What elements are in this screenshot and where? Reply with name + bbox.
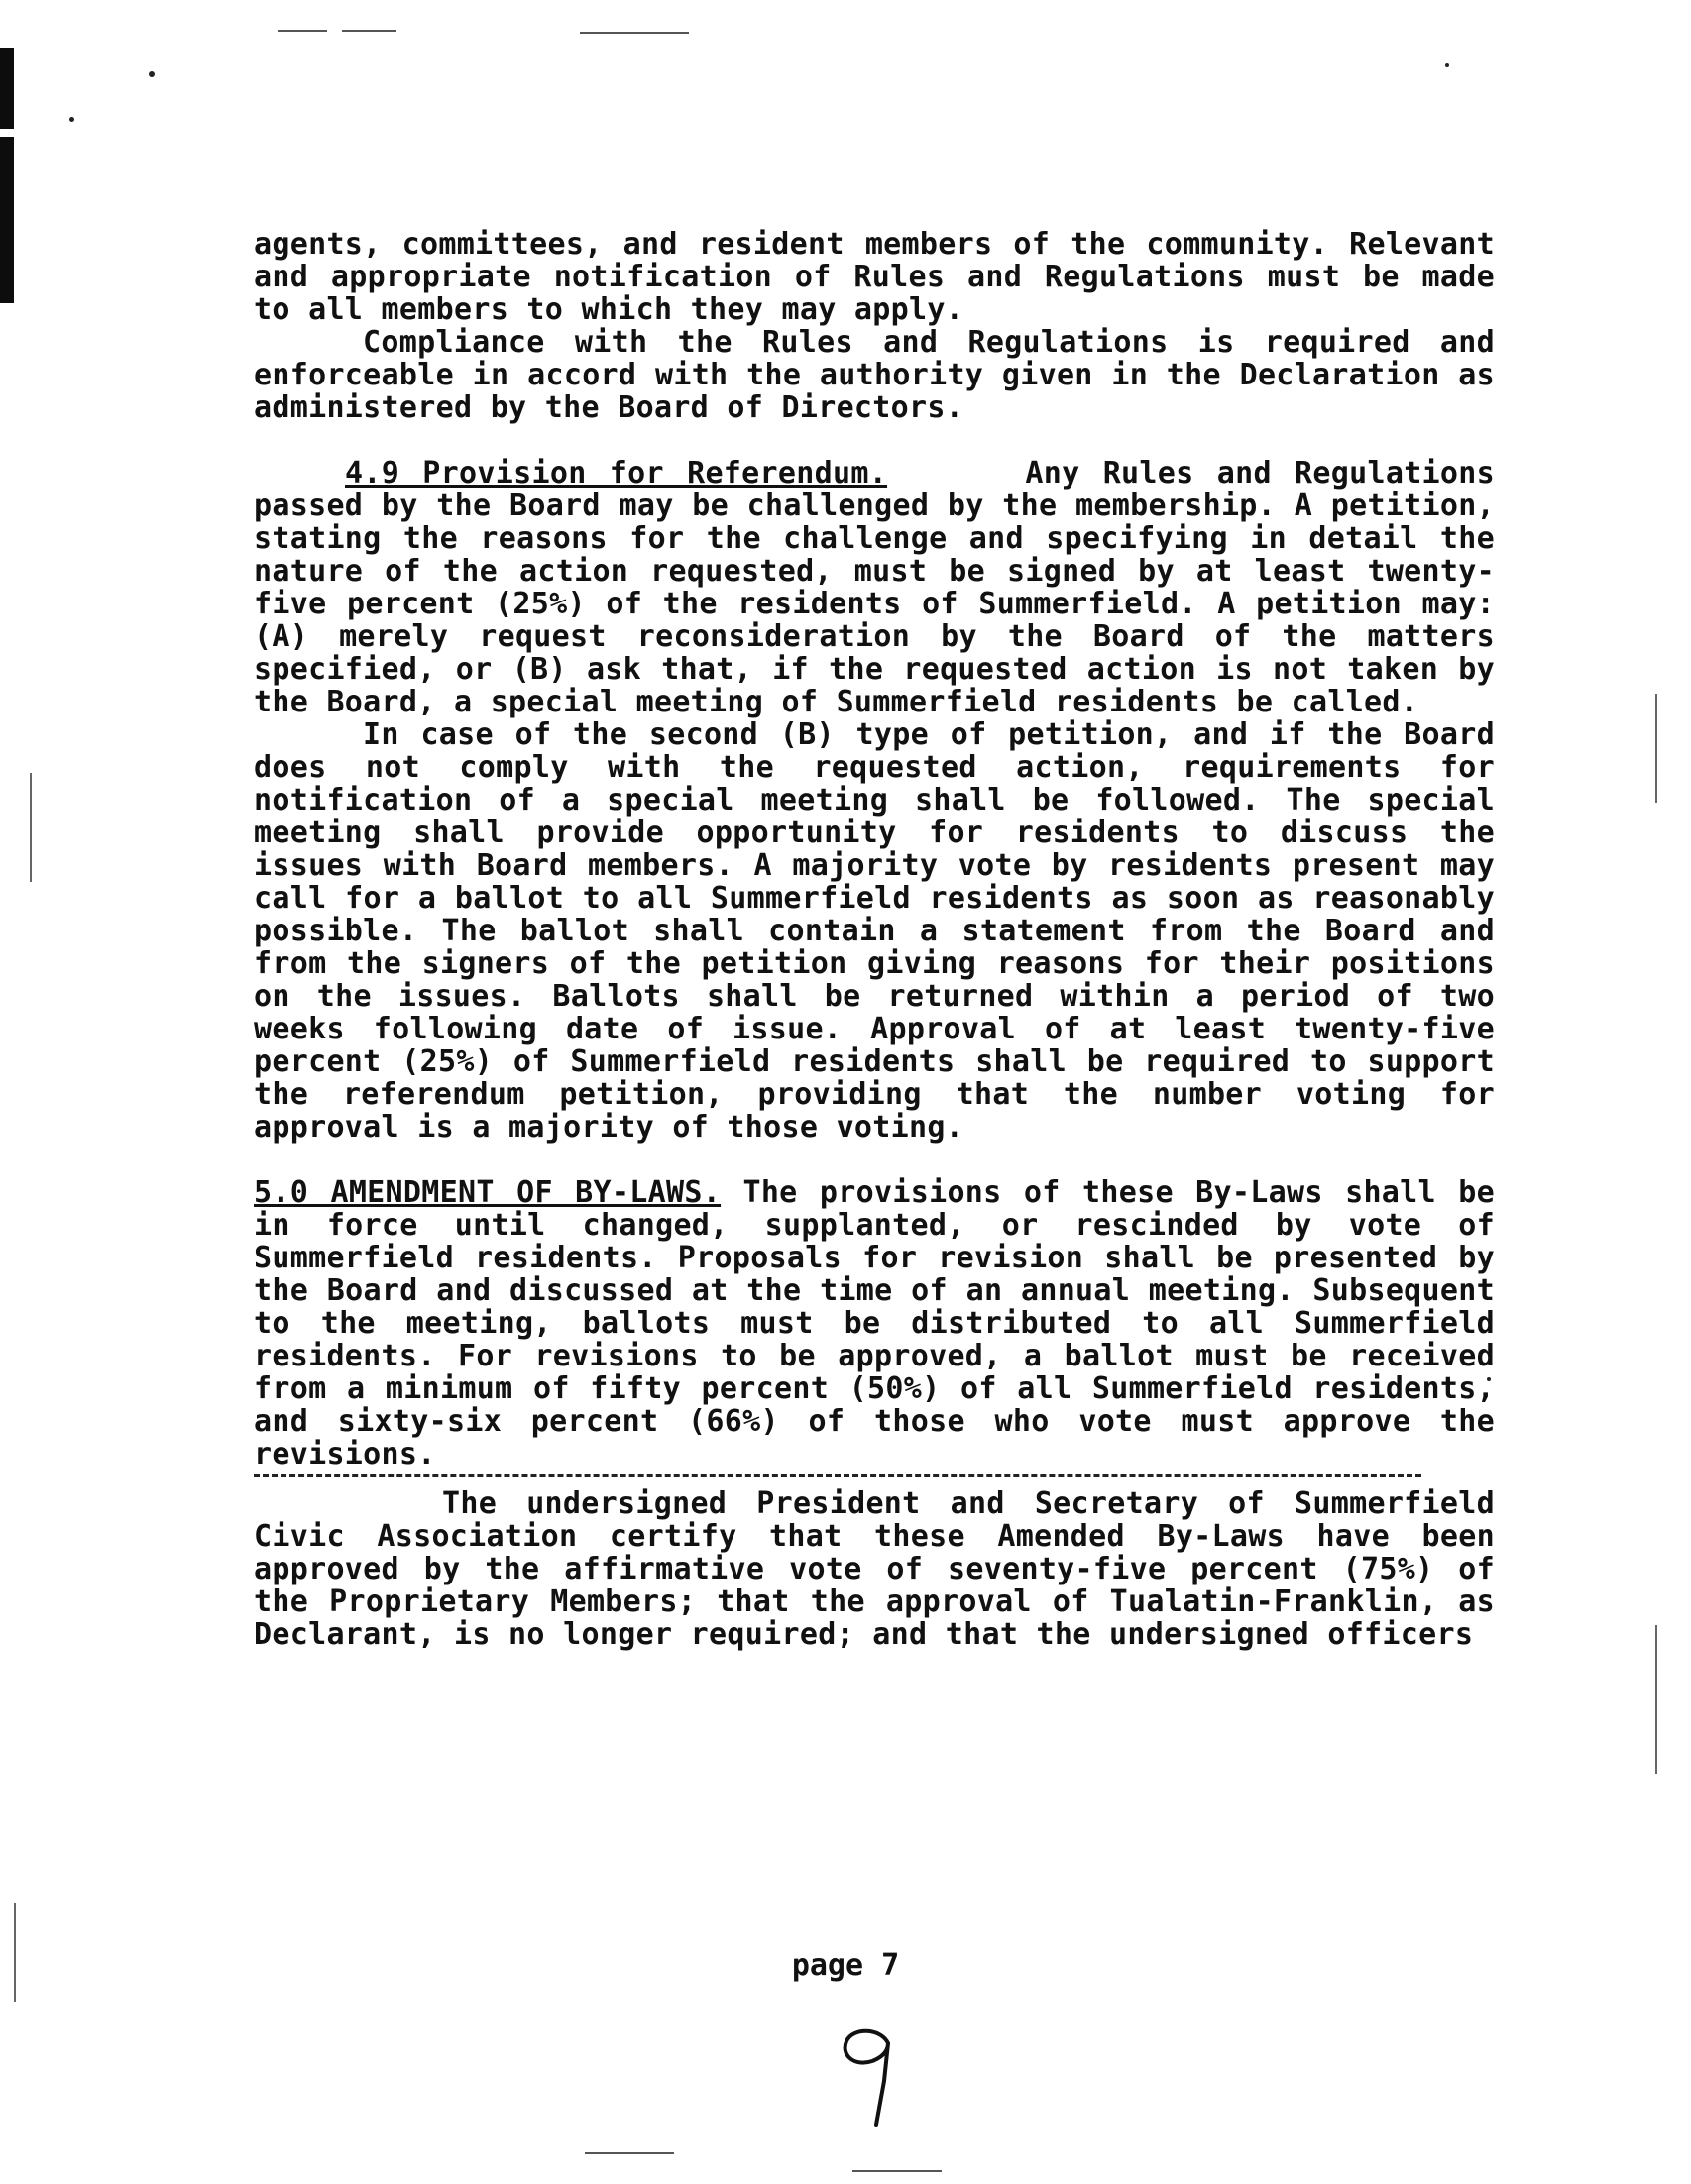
scan-mark: [1655, 694, 1657, 803]
section-5-0-amendment: [254, 1176, 1495, 1471]
paragraph-rules-notification: [254, 228, 1495, 326]
section-heading: 5.0 AMENDMENT OF BY-LAWS.: [254, 1175, 722, 1210]
paragraph-text: The provisions of these By-Laws shall be in force until changed, supplanted, or rescinded by vote of Summerfield residents. Proposals for revision shall be presented by the Board and discussed at the time of an annual meeting. Subsequent to the meeting, ballots must be distributed to all Summerfield residents. For revisions to be approved, a ballot must be received from a minimum of fifty percent (50%) of all Summerfield residents, and sixty-six percent (66%) of those who vote must approve the revisions.: [254, 1175, 1495, 1472]
paragraph-text: Compliance with the Rules and Regulations is required and enforceable in accord with the authority given in the Declaration as administered by the Board of Directors.: [254, 325, 1495, 425]
paragraph-text: The undersigned President and Secretary of Summerfield Civic Association certify that these Amended By-Laws have been approved by the affirmative vote of seventy-five percent (75%) of the Proprietary Members; that the approval of Tualatin-Franklin, as Declarant, is no longer required; and that the undersigned officers: [254, 1486, 1495, 1652]
paragraph-compliance: [254, 326, 1495, 424]
scan-mark: [342, 30, 396, 32]
paragraph-certification: [254, 1487, 1495, 1651]
page-number: page 7: [791, 1948, 900, 1983]
scan-mark: [1655, 1625, 1657, 1774]
scan-speck: [149, 71, 155, 77]
scan-mark: [30, 773, 32, 882]
scan-speck: [69, 117, 74, 122]
dashed-divider: [254, 1474, 1421, 1477]
scan-mark: [278, 30, 327, 32]
section-4-9-referendum: [254, 457, 1495, 718]
body-text: [254, 228, 1495, 1651]
section-heading: 4.9 Provision for Referendum.: [345, 456, 888, 491]
scan-mark: [852, 2170, 942, 2172]
handwritten-page-number: [831, 2021, 910, 2130]
scan-edge-bar: [0, 48, 14, 303]
paragraph-text: agents, committees, and resident members of the community. Relevant and appropriate notification of Rules and Regulations must be made to all members to which they may apply.: [254, 227, 1495, 327]
scan-mark: [585, 2152, 674, 2154]
scan-mark: [580, 32, 689, 34]
paragraph-text: In case of the second (B) type of petition, and if the Board does not comply with the requested action, requirements for notification of a special meeting shall be followed. The special meeting shall provide opportunity for residents to discuss the issues with Board members. A majority vote by residents present may call for a ballot to all Summerfield residents as soon as reasonably possible. The ballot shall contain a statement from the Board and from the signers of the petition giving reasons for their positions on the issues. Ballots shall be returned within a period of two weeks following date of issue. Approval of at least twenty-five percent (25%) of Summerfield residents shall be required to support the referendum petition, providing that the number voting for approval is a majority of those voting.: [254, 717, 1495, 1145]
paragraph-text: Any Rules and Regulations passed by the Board may be challenged by the membership. A petition, stating the reasons for the challenge and specifying in detail the nature of the action requested, must be signed by at least twenty-five percent (25%) of the residents of Summerfield. A petition may: (A) merely request reconsideration by the Board of the matters specified, or (B) ask that, if the requested action is not taken by the Board, a special meeting of Summerfield residents be called.: [254, 456, 1496, 719]
scan-speck: [1445, 63, 1449, 67]
scan-edge-notch: [0, 129, 14, 137]
paragraph-second-petition: [254, 718, 1495, 1144]
